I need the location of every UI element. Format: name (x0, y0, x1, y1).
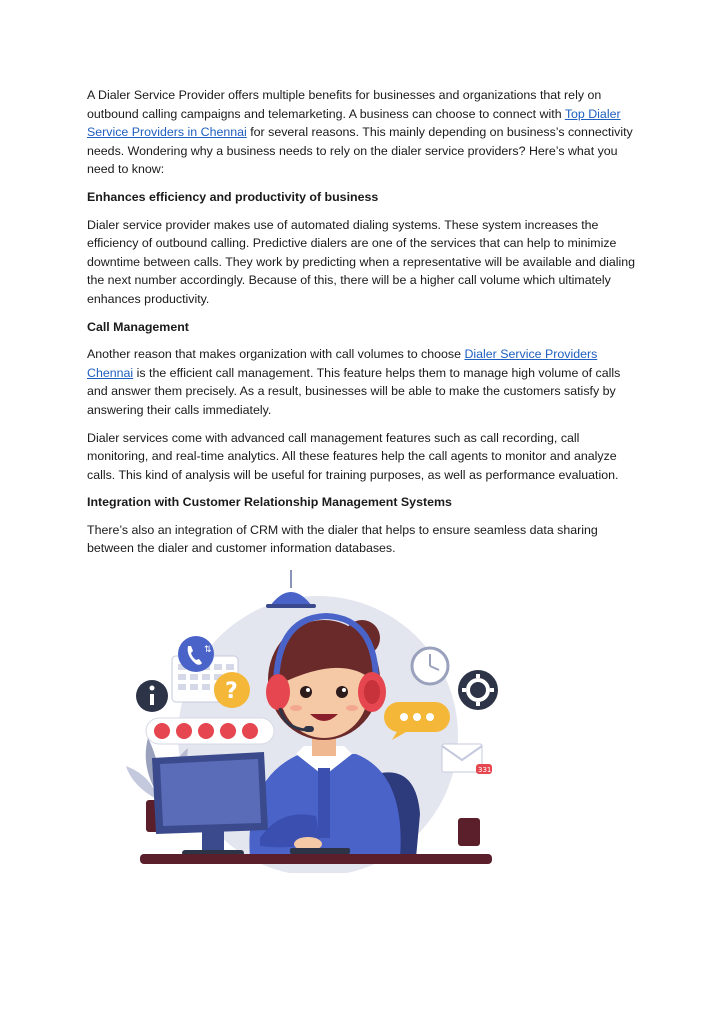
section-paragraph-efficiency: Dialer service provider makes use of automated dialing systems. These system increases the efficiency of outbound calling. Predictive dialers are one of the services that can help to minimize downtime between calls. They work by predicting when a representative will be available and dialing the next number accordingly. Because of this, there will be a higher call volume which ultimately enhances productivity. (87, 217, 636, 306)
keyboard (290, 848, 350, 854)
section-heading-efficiency: Enhances efficiency and productivity of business (87, 189, 379, 204)
dialer-providers-chennai-link[interactable]: Dialer Service Providers Chennai (87, 347, 598, 380)
envelope-icon (442, 744, 492, 774)
call-agent-illustration (120, 568, 520, 873)
lamp-icon (266, 570, 316, 608)
svg-text:⇅: ⇅ (204, 645, 212, 655)
intro-paragraph: A Dialer Service Provider offers multiple benefits for businesses and organizations that rely on outbound calling campaigns and telemarketing. A business can choose to connect with Top Dialer Service Providers in Chennai for several reasons. This mainly depending on business’s connectivity needs. Wondering why a business needs to rely on the dialer service providers? Here’s what you need to know: (87, 88, 633, 177)
section-paragraph-crm: There’s also an integration of CRM with the dialer that helps to ensure seamless data sharing between the dialer and customer information databases. (87, 522, 598, 556)
section-paragraph-call-management-1: Another reason that makes organization with call volumes to choose Dialer Service Providers Chennai is the efficient call management. This feature helps them to manage high volume of calls and answer them precisely. As a result, businesses will be able to make the customers satisfy by answering their calls immediately. (87, 347, 621, 417)
clock-icon (412, 648, 448, 684)
phone-icon (178, 636, 214, 672)
svg-text:?: ? (225, 679, 238, 704)
info-icon (136, 680, 168, 712)
section-heading-call-management: Call Management (87, 319, 189, 334)
section-heading-crm: Integration with Customer Relationship Management Systems (87, 495, 452, 510)
top-dialer-providers-link[interactable]: Top Dialer Service Providers in Chennai (87, 106, 621, 140)
gear-icon (458, 670, 498, 710)
envelope-badge: 331 (478, 766, 492, 774)
desk (140, 854, 492, 864)
coffee-cup (458, 818, 480, 846)
user-group-icon (146, 718, 274, 744)
question-icon (214, 672, 250, 708)
document-body (87, 86, 637, 567)
section-paragraph-call-management-2: Dialer services come with advanced call management features such as call recording, call monitoring, and real-time analytics. All these features help the call agents to monitor and analyze calls. This kind of analysis will be useful for training purposes, as well as performance evaluation. (87, 430, 619, 482)
